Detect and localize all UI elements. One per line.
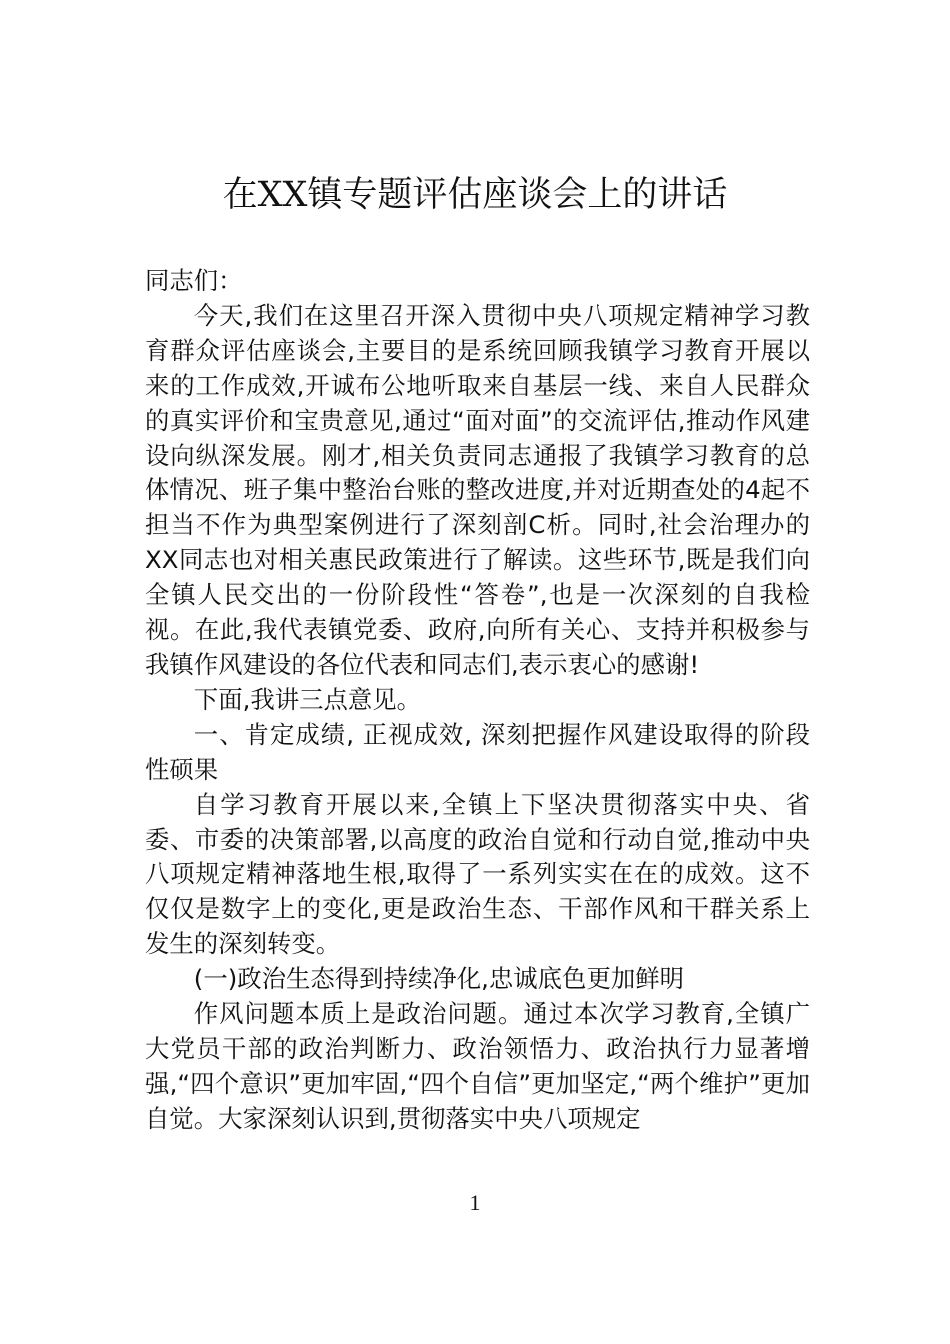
paragraph-subsection-1: 作风问题本质上是政治问题。通过本次学习教育,全镇广大党员干部的政治判断力、政治领悟力、政治执行力显著增强,“四个意识”更加牢固,“四个自信”更加坚定,“两个维护”更加自觉。大家深刻认识到,贯彻落实中央八项规定 [145, 999, 810, 1133]
paragraph-intro: 今天,我们在这里召开深入贯彻中央八项规定精神学习教育群众评估座谈会,主要目的是系统回顾我镇学习教育开展以来的工作成效,开诚布公地听取来自基层一线、来自人民群众的真实评价和宝贵意见,通过“面对面”的交流评估,推动作风建设向纵深发展。刚才,相关负责同志通报了我镇学习教育的总体情况、班子集中整治台账的整改进度,并对近期查处的4起不担当不作为典型案例进行了深刻剖C析。同时,社会治理办的XX同志也对相关惠民政策进行了解读。这些环节,既是我们向全镇人民交出的一份阶段性“答卷”,也是一次深刻的自我检视。在此,我代表镇党委、政府,向所有关心、支持并积极参与我镇作风建设的各位代表和同志们,表示衷心的感谢! [145, 300, 810, 679]
paragraph-transition: 下面,我讲三点意见。 [193, 684, 422, 714]
salutation: 同志们： [145, 266, 243, 295]
document-title: 在XX镇专题评估座谈会上的讲话 [222, 175, 728, 215]
section-heading-1: 一、肯定成绩, 正视成效, 深刻把握作风建设取得的阶段性硕果 [145, 719, 810, 784]
paragraph-section-1: 自学习教育开展以来,全镇上下坚决贯彻落实中央、省委、市委的决策部署,以高度的政治自觉和行动自觉,推动中央八项规定精神落地生根,取得了一系列实实在在的成效。这不仅仅是数字上的变化,更是政治生态、干部作风和干群关系上发生的深刻转变。 [145, 789, 810, 959]
page-number: 1 [469, 1190, 481, 1215]
subsection-heading-1: (一)政治生态得到持续净化,忠诚底色更加鲜明 [193, 964, 685, 994]
document-body [145, 264, 810, 1137]
